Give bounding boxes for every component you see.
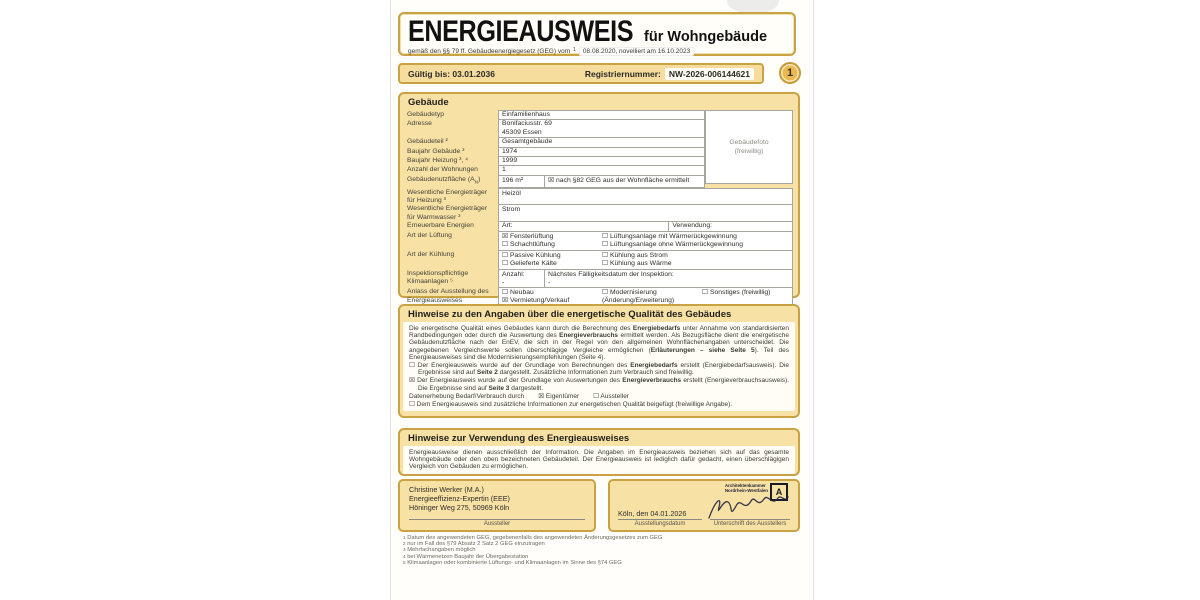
energietraeger-heizung-value: Heizöl <box>498 188 793 206</box>
ausstellung-box <box>608 479 800 532</box>
anzahl-wohnungen-value: 1 <box>498 165 705 175</box>
qualitaet-paragraph: Die energetische Qualität eines Gebäudes kann durch die Berechnung des Energiebedarfs unter Annahme von standardisierten Randbedingungen oder durch die Auswertung des Energieverbrauchs ermittelt werden. Als Bezugsfläche dient die energetische Gebäudenutzfläche nach der EnEV, die sich in der Regel von den allgemeinen Wohnflächenangaben unterscheidet. Die angegebenen Vergleichswerte sollen überschlägige Vergleiche ermöglichen (Erläuterungen – siehe Seite 5). Teil des Energieausweises sind die Modernisierungsempfehlungen (Seite 4). <box>409 325 790 361</box>
table-row: Baujahr Gebäude ³ 1974 <box>405 147 705 157</box>
unterschrift-caption: Unterschrift des Ausstellers <box>710 519 790 527</box>
erneuerbare-art: Art: <box>502 222 513 230</box>
table-row: Wesentliche Energieträger für Heizung ³ Heizöl <box>405 188 793 206</box>
table-row: Gebäudenutzfläche $(A_N)$ 196 m² ☒ nach §82 GEG aus der Wohnfläche ermittelt <box>405 175 705 188</box>
footnotes <box>403 535 662 566</box>
checkbox-kuehlung-waerme: ☐ Kühlung aus Wärme <box>602 259 672 267</box>
table-row: Baujahr Heizung ³, ⁴ 1999 <box>405 156 705 166</box>
checkbox-modernisierung: ☐ Modernisierung <box>602 289 657 297</box>
table-row: Anzahl der Wohnungen 1 <box>405 165 705 175</box>
erneuerbare-verwendung: Verwendung: <box>668 222 792 230</box>
title-box <box>398 12 796 56</box>
hinweise-verwendung-panel <box>398 428 800 476</box>
footnote: $^2$ nur im Fall des §79 Absatz 2 Satz 2 GEG einzutragen <box>403 541 545 548</box>
checkbox-passive-kuehlung: ☐ Passive Kühlung <box>502 251 561 259</box>
checkbox-bedarfsausweis: ☐ Der Energieausweis wurde auf der Grundlage von Berechnungen des Energiebedarfs erstellt (Energiebedarfsausweis). Die Ergebnisse sind auf Seite 2 dargestellt. Zusätzliche Informationen zum Verbrauch sind freiwillig. <box>409 362 789 377</box>
table-row: Art der Kühlung ☐ Passive Kühlung ☐ Gelieferte Kälte ☐ Kühlung aus Strom ☐ Kühlung aus Wärme <box>405 250 793 270</box>
checkbox-lueftung-mit-wrg: ☐ Lüftungsanlage mit Wärmerückgewinnung <box>602 232 737 240</box>
table-row: Anlass der Ausstellung des Energieausweises ☐ Neubau ☒ Vermietung/Verkauf ☐ Modernisierung (Änderung/Erweiterung) ☐ Sonstiges (freiwillig) <box>405 287 793 307</box>
table-row: Erneuerbare Energien Art: Verwendung: <box>405 221 793 231</box>
chamber-logo-icon: A <box>770 483 788 501</box>
footnote: $^1$ Datum des angewendeten GEG, gegebenenfalls des angewendeten Änderungsgesetzes zum GEG <box>403 535 663 541</box>
ausstellungsdatum-caption: Ausstellungsdatum <box>618 519 702 527</box>
checkbox-fensterlueftung: ☒ Fensterlüftung <box>502 232 554 240</box>
footnote: $^4$ bei Wärmenetzen Baujahr der Übergabestation <box>403 553 529 560</box>
nutzflaeche-value: 196 m² <box>502 177 524 185</box>
checkbox-zusatzinfo: ☐ Dem Energieausweis sind zusätzliche Informationen zur energetischen Qualität beigefügt (freiwillige Angabe). <box>409 401 733 409</box>
verwendung-paragraph: Energieausweise dienen ausschließlich der Information. Die Angaben im Energieausweis beziehen sich auf das gesamte Wohngebäude oder den oben bezeichneten Gebäudeteil. Der Energieausweis ist lediglich dafür gedacht, einen überschlägigen Vergleich von Gebäuden zu ermöglichen. <box>403 446 795 474</box>
gebaeudeteil-value: Gesamtgebäude <box>498 137 705 147</box>
klimaanlagen-faellig-label: Nächstes Fälligkeitsdatum der Inspektion: <box>548 270 674 278</box>
gebaeude-title: Gebäude <box>408 97 449 108</box>
table-row: Wesentliche Energieträger für Warmwasser ³ Strom <box>405 204 793 222</box>
checkbox-lueftung-ohne-wrg: ☐ Lüftungsanlage ohne Wärmerückgewinnung <box>602 240 743 248</box>
validity-bar <box>398 63 764 84</box>
hinweise-qualitaet-title: Hinweise zu den Angaben über die energetische Qualität des Gebäudes <box>408 309 732 320</box>
gebaeude-panel <box>398 92 800 305</box>
document-title: ENERGIEAUSWEIS <box>408 15 634 48</box>
table-row: Inspektionspflichtige Klimaanlagen ⁵ Anzahl: - Nächstes Fälligkeitsdatum der Inspektion: - <box>405 269 793 289</box>
aussteller-caption: Aussteller <box>409 519 585 527</box>
table-row: Gebäudeteil ² Gesamtgebäude <box>405 137 705 147</box>
footnote: $^3$ Mehrfachangaben möglich <box>403 547 476 554</box>
checkbox-gelieferte-kaelte: ☐ Gelieferte Kälte <box>502 259 557 267</box>
law-reference: gemäß den §§ 79 ff. Gebäudeenergiegesetz (GEG) vom 1 08.08.2020, novelliert am 16.10.2023 <box>408 47 786 56</box>
checkbox-schachtlueftung: ☐ Schachtlüftung <box>502 240 555 248</box>
energietraeger-warmwasser-value: Strom <box>498 204 793 222</box>
aussteller-box <box>398 479 596 532</box>
hinweise-qualitaet-panel <box>398 304 800 418</box>
checkbox-vermietung-verkauf: ☒ Vermietung/Verkauf <box>502 297 570 305</box>
aussteller-role: Energieeffizienz-Expertin (EEE) <box>409 494 510 503</box>
registration-number: NW-2026-006144621 <box>665 68 754 80</box>
nutzflaeche-checkbox-note: ☒ nach §82 GEG aus der Wohnfläche ermittelt <box>544 176 704 187</box>
aussteller-address: Höninger Weg 275, 50969 Köln <box>409 503 510 512</box>
aussteller-name: Christine Werker (M.A.) <box>409 485 484 494</box>
table-row: Gebäudetyp Einfamilienhaus <box>405 110 705 120</box>
page-number-badge: 1 <box>779 62 801 84</box>
checkbox-verbrauchsausweis: ☒ Der Energieausweis wurde auf der Grundlage von Auswertungen des Energieverbrauchs erstellt (Energieverbrauchsausweis). Die Ergebnisse sind auf Seite 3 dargestellt. <box>409 377 789 392</box>
gebaeude-table <box>405 110 793 307</box>
klimaanlagen-faellig-value: - <box>548 279 551 287</box>
document-page <box>390 0 814 600</box>
table-row: Art der Lüftung ☒ Fensterlüftung ☐ Schachtlüftung ☐ Lüftungsanlage mit Wärmerückgewinnung ☐ Lüftungsanlage ohne Wärmerückgewinnung <box>405 231 793 251</box>
footnote: $^5$ Klimaanlagen oder kombinierte Lüftungs- und Klimaanlagen im Sinne des §74 GEG <box>403 559 622 566</box>
valid-until: Gültig bis: 03.01.2036 <box>408 68 495 79</box>
chamber-stamp: Architektenkammer Nordrhein-Westfalen A <box>725 483 788 501</box>
footnote-marker: 1 <box>573 46 576 53</box>
datenerhebung-line: Datenerhebung Bedarf/Verbrauch durch ☒ Eigentümer ☐ Aussteller <box>409 392 629 400</box>
law-date: 08.08.2020, novelliert am 16.10.2023 <box>579 47 694 56</box>
adresse-value: Bonifaciusstr. 69 45309 Essen <box>498 119 705 138</box>
ausstellungsdatum-value: Köln, den 04.01.2026 <box>618 509 687 518</box>
table-row: Adresse Bonifaciusstr. 69 45309 Essen <box>405 119 705 138</box>
hinweise-verwendung-title: Hinweise zur Verwendung des Energieausweises <box>408 433 630 444</box>
baujahr-heizung-value: 1999 <box>498 156 705 166</box>
checkbox-kuehlung-strom: ☐ Kühlung aus Strom <box>602 251 668 259</box>
registration-label: Registriernummer: <box>584 68 661 79</box>
checkbox-neubau: ☐ Neubau <box>502 289 534 297</box>
baujahr-gebaeude-value: 1974 <box>498 147 705 157</box>
klimaanlagen-anzahl-value: - <box>502 279 505 287</box>
checkbox-eigentuemer: ☒ Eigentümer <box>538 392 580 400</box>
checkbox-sonstiges: ☐ Sonstiges (freiwillig) <box>702 289 771 297</box>
klimaanlagen-anzahl-label: Anzahl: <box>502 270 525 278</box>
gebaeudetyp-value: Einfamilienhaus <box>498 110 705 120</box>
document-subtitle: für Wohngebäude <box>644 29 768 45</box>
gebaeudefoto-placeholder: Gebäudefoto (freiwillig) <box>705 110 793 184</box>
checkbox-aussteller: ☐ Aussteller <box>593 392 629 400</box>
